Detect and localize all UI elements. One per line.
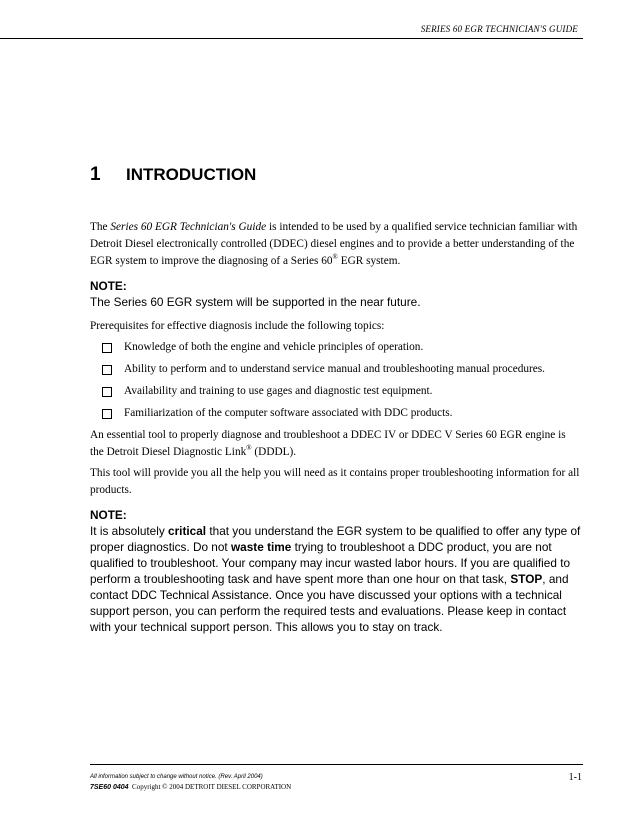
prereq-lead: Prerequisites for effective diagnosis include the following topics:	[90, 320, 385, 332]
list-item-text: Familiarization of the computer software associated with DDC products.	[124, 407, 453, 419]
footer-disclaimer: All information subject to change without notice. (Rev. April 2004)	[90, 774, 263, 780]
note-text: It is absolutely	[90, 524, 169, 538]
copyright-text: Copyright © 2004 DETROIT DIESEL CORPORATION	[132, 783, 292, 791]
list-item	[90, 383, 582, 400]
note-block-1	[90, 278, 582, 310]
page-number: 1-1	[568, 772, 582, 783]
footer	[90, 773, 510, 793]
note-emphasis: waste time	[231, 540, 292, 554]
registered-mark: ®	[332, 253, 338, 262]
header-rule	[0, 38, 583, 39]
intro-text-end: EGR system.	[337, 255, 401, 267]
footer-rule	[90, 764, 583, 765]
chapter-heading	[90, 164, 256, 186]
list-item-text: Availability and training to use gages and diagnostic test equipment.	[124, 385, 433, 397]
list-item	[90, 361, 582, 378]
intro-prefix: The	[90, 221, 111, 233]
chapter-number: 1	[90, 164, 101, 185]
tool-text: An essential tool to properly diagnose and troubleshoot a DDEC IV or DDEC V Series 60 EGR engine is the Detroit Diesel Diagnostic Link	[90, 429, 566, 458]
chapter-title: INTRODUCTION	[126, 165, 257, 184]
body-content	[90, 219, 582, 635]
note-emphasis: critical	[168, 524, 207, 538]
note-heading: NOTE:	[90, 508, 127, 522]
running-header: SERIES 60 EGR TECHNICIAN'S GUIDE	[420, 24, 578, 34]
footer-copyright-line	[90, 782, 510, 793]
note-heading: NOTE:	[90, 279, 127, 293]
list-item	[90, 405, 582, 422]
note-text: trying to troubleshoot a DDC product, you are not qualified to troubleshoot. Your company may incur wasted labor hours. If you are qualified to perform a troubleshooting task and have spent more than one hour on that task,	[90, 540, 571, 586]
tool-help-paragraph: This tool will provide you all the help you will need as it contains proper troubleshooting information for all products.	[90, 467, 580, 496]
note-emphasis: STOP	[510, 572, 543, 586]
list-item-text: Ability to perform and to understand service manual and troubleshooting manual procedures.	[124, 363, 546, 375]
tool-paragraph	[90, 427, 582, 461]
note-text: that you understand the EGR system to be qualified to offer any type of proper diagnostics. Do not	[90, 524, 581, 554]
list-item	[90, 339, 582, 356]
checkbox-square-icon	[102, 365, 112, 375]
registered-mark: ®	[246, 444, 252, 453]
checkbox-square-icon	[102, 387, 112, 397]
guide-title: Series 60 EGR Technician's Guide	[110, 221, 267, 233]
note-text: , and contact DDC Technical Assistance. Once you have discussed your options with a technical support person, you can perform the required tests and evaluations. Please keep in contact with your technical support person. This allows you to stay on track.	[90, 572, 569, 634]
prereq-list	[90, 339, 582, 422]
document-code: 7SE60 0404	[90, 784, 129, 791]
tool-text-end: (DDDL).	[251, 446, 297, 458]
note-body	[90, 523, 582, 635]
checkbox-square-icon	[102, 409, 112, 419]
intro-paragraph	[90, 219, 582, 270]
checkbox-square-icon	[102, 343, 112, 353]
note-body: The Series 60 EGR system will be supported in the near future.	[90, 295, 421, 309]
note-block-2	[90, 507, 582, 635]
intro-text: is intended to be used by a qualified service technician familiar with Detroit Diesel electronically controlled (DDEC) diesel engines and to provide a better understanding of the EGR system to improve the diagnosing of a Series 60	[90, 221, 578, 267]
list-item-text: Knowledge of both the engine and vehicle principles of operation.	[124, 341, 424, 353]
